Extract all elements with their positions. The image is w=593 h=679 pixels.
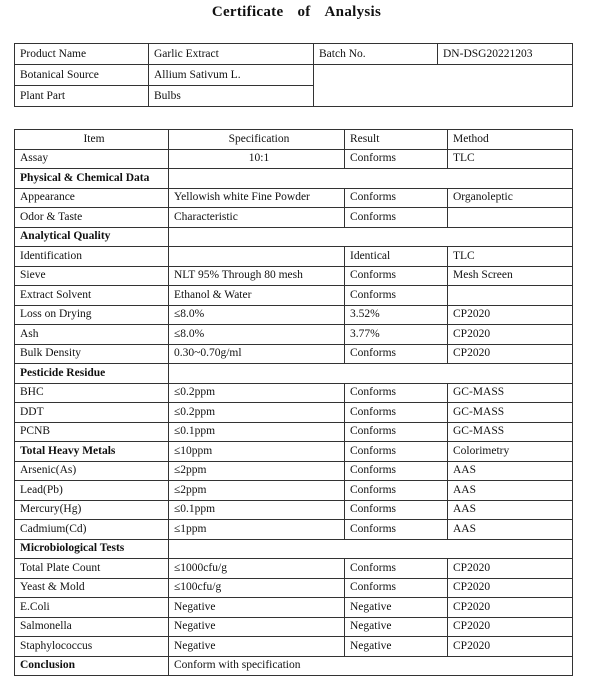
specification-cell — [169, 247, 345, 267]
item-cell: Bulk Density — [15, 344, 169, 364]
item-cell: Sieve — [15, 266, 169, 286]
batch-label: Batch No. — [314, 44, 438, 65]
result-cell: Identical — [345, 247, 448, 267]
specification-cell: ≤1ppm — [169, 520, 345, 540]
table-row — [15, 383, 573, 403]
info-row-botanical — [15, 65, 573, 86]
result-cell: Conforms — [345, 149, 448, 169]
item-cell: Mercury(Hg) — [15, 500, 169, 520]
botanical-label: Botanical Source — [15, 65, 149, 86]
method-cell: CP2020 — [448, 637, 573, 657]
table-row — [15, 247, 573, 267]
result-cell: Conforms — [345, 208, 448, 228]
item-cell: Assay — [15, 149, 169, 169]
table-row — [15, 637, 573, 657]
item-cell: Total Heavy Metals — [15, 442, 169, 462]
specification-cell: ≤2ppm — [169, 461, 345, 481]
header-method: Method — [448, 130, 573, 150]
item-cell: Appearance — [15, 188, 169, 208]
specification-cell: ≤2ppm — [169, 481, 345, 501]
specification-cell: ≤1000cfu/g — [169, 559, 345, 579]
table-row — [15, 344, 573, 364]
method-cell: AAS — [448, 520, 573, 540]
section-title: Pesticide Residue — [15, 364, 169, 384]
method-cell: CP2020 — [448, 305, 573, 325]
result-cell: Conforms — [345, 520, 448, 540]
table-row — [15, 325, 573, 345]
section-blank — [169, 227, 573, 247]
analysis-header-row — [15, 130, 573, 150]
section-row — [15, 364, 573, 384]
result-cell: Conforms — [345, 578, 448, 598]
item-cell: DDT — [15, 403, 169, 423]
header-specification: Specification — [169, 130, 345, 150]
method-cell: TLC — [448, 247, 573, 267]
document-title — [0, 4, 593, 21]
table-row — [15, 461, 573, 481]
result-cell: Conforms — [345, 188, 448, 208]
table-row — [15, 578, 573, 598]
title-word-1: Certificate — [211, 4, 284, 20]
method-cell — [448, 286, 573, 306]
method-cell: CP2020 — [448, 559, 573, 579]
item-cell: E.Coli — [15, 598, 169, 618]
result-cell: Conforms — [345, 383, 448, 403]
method-cell: Colorimetry — [448, 442, 573, 462]
item-cell: Yeast & Mold — [15, 578, 169, 598]
method-cell: GC-MASS — [448, 422, 573, 442]
method-cell: Organoleptic — [448, 188, 573, 208]
result-cell: Conforms — [345, 442, 448, 462]
specification-cell: ≤100cfu/g — [169, 578, 345, 598]
specification-cell: Negative — [169, 617, 345, 637]
specification-cell: Yellowish white Fine Powder — [169, 188, 345, 208]
result-cell: Conforms — [345, 559, 448, 579]
method-cell: CP2020 — [448, 617, 573, 637]
info-row-product — [15, 44, 573, 65]
item-cell: BHC — [15, 383, 169, 403]
method-cell: CP2020 — [448, 598, 573, 618]
item-cell: Loss on Drying — [15, 305, 169, 325]
table-row — [15, 617, 573, 637]
method-cell: CP2020 — [448, 344, 573, 364]
product-info-table — [14, 43, 573, 107]
table-row — [15, 500, 573, 520]
item-cell: Extract Solvent — [15, 286, 169, 306]
specification-cell: ≤0.1ppm — [169, 500, 345, 520]
table-row — [15, 403, 573, 423]
section-blank — [169, 539, 573, 559]
specification-cell: ≤8.0% — [169, 305, 345, 325]
table-row — [15, 598, 573, 618]
table-row — [15, 481, 573, 501]
item-cell: Staphylococcus — [15, 637, 169, 657]
table-row — [15, 208, 573, 228]
specification-cell: 0.30~0.70g/ml — [169, 344, 345, 364]
plant-part-label: Plant Part — [15, 86, 149, 107]
table-row — [15, 520, 573, 540]
info-blank-cell — [314, 65, 573, 107]
result-cell: Negative — [345, 598, 448, 618]
method-cell: CP2020 — [448, 578, 573, 598]
table-row — [15, 305, 573, 325]
section-title: Microbiological Tests — [15, 539, 169, 559]
section-title: Physical & Chemical Data — [15, 169, 169, 189]
method-cell: GC-MASS — [448, 383, 573, 403]
section-row — [15, 169, 573, 189]
method-cell: AAS — [448, 461, 573, 481]
specification-cell: 10:1 — [169, 149, 345, 169]
item-cell: Lead(Pb) — [15, 481, 169, 501]
title-word-3: Analysis — [324, 4, 382, 20]
product-name-value: Garlic Extract — [149, 44, 314, 65]
specification-cell: ≤0.2ppm — [169, 383, 345, 403]
table-row — [15, 442, 573, 462]
result-cell: 3.52% — [345, 305, 448, 325]
specification-cell: NLT 95% Through 80 mesh — [169, 266, 345, 286]
method-cell — [448, 208, 573, 228]
method-cell: CP2020 — [448, 325, 573, 345]
specification-cell: Characteristic — [169, 208, 345, 228]
item-cell: Odor & Taste — [15, 208, 169, 228]
method-cell: AAS — [448, 500, 573, 520]
item-cell: Identification — [15, 247, 169, 267]
result-cell: Conforms — [345, 461, 448, 481]
conclusion-value: Conform with specification — [169, 656, 573, 676]
section-blank — [169, 169, 573, 189]
item-cell: Ash — [15, 325, 169, 345]
header-item: Item — [15, 130, 169, 150]
section-row — [15, 539, 573, 559]
result-cell: Negative — [345, 617, 448, 637]
specification-cell: ≤0.1ppm — [169, 422, 345, 442]
specification-cell: Ethanol & Water — [169, 286, 345, 306]
result-cell: Conforms — [345, 266, 448, 286]
method-cell: Mesh Screen — [448, 266, 573, 286]
result-cell: Conforms — [345, 403, 448, 423]
analysis-body — [15, 149, 573, 676]
specification-cell: ≤8.0% — [169, 325, 345, 345]
conclusion-label: Conclusion — [15, 656, 169, 676]
table-row — [15, 149, 573, 169]
item-cell: Arsenic(As) — [15, 461, 169, 481]
item-cell: PCNB — [15, 422, 169, 442]
result-cell: Conforms — [345, 481, 448, 501]
table-row — [15, 286, 573, 306]
specification-cell: Negative — [169, 598, 345, 618]
result-cell: Conforms — [345, 344, 448, 364]
item-cell: Cadmium(Cd) — [15, 520, 169, 540]
conclusion-row — [15, 656, 573, 676]
batch-value: DN-DSG20221203 — [438, 44, 573, 65]
table-row — [15, 266, 573, 286]
section-title: Analytical Quality — [15, 227, 169, 247]
header-result: Result — [345, 130, 448, 150]
item-cell: Salmonella — [15, 617, 169, 637]
method-cell: AAS — [448, 481, 573, 501]
result-cell: Conforms — [345, 422, 448, 442]
table-row — [15, 188, 573, 208]
section-blank — [169, 364, 573, 384]
result-cell: 3.77% — [345, 325, 448, 345]
item-cell: Total Plate Count — [15, 559, 169, 579]
table-row — [15, 559, 573, 579]
specification-cell: ≤10ppm — [169, 442, 345, 462]
method-cell: GC-MASS — [448, 403, 573, 423]
product-name-label: Product Name — [15, 44, 149, 65]
analysis-table — [14, 129, 573, 676]
table-row — [15, 422, 573, 442]
specification-cell: Negative — [169, 637, 345, 657]
title-word-2: of — [297, 4, 311, 20]
botanical-value: Allium Sativum L. — [149, 65, 314, 86]
result-cell: Conforms — [345, 286, 448, 306]
specification-cell: ≤0.2ppm — [169, 403, 345, 423]
result-cell: Negative — [345, 637, 448, 657]
plant-part-value: Bulbs — [149, 86, 314, 107]
result-cell: Conforms — [345, 500, 448, 520]
method-cell: TLC — [448, 149, 573, 169]
section-row — [15, 227, 573, 247]
